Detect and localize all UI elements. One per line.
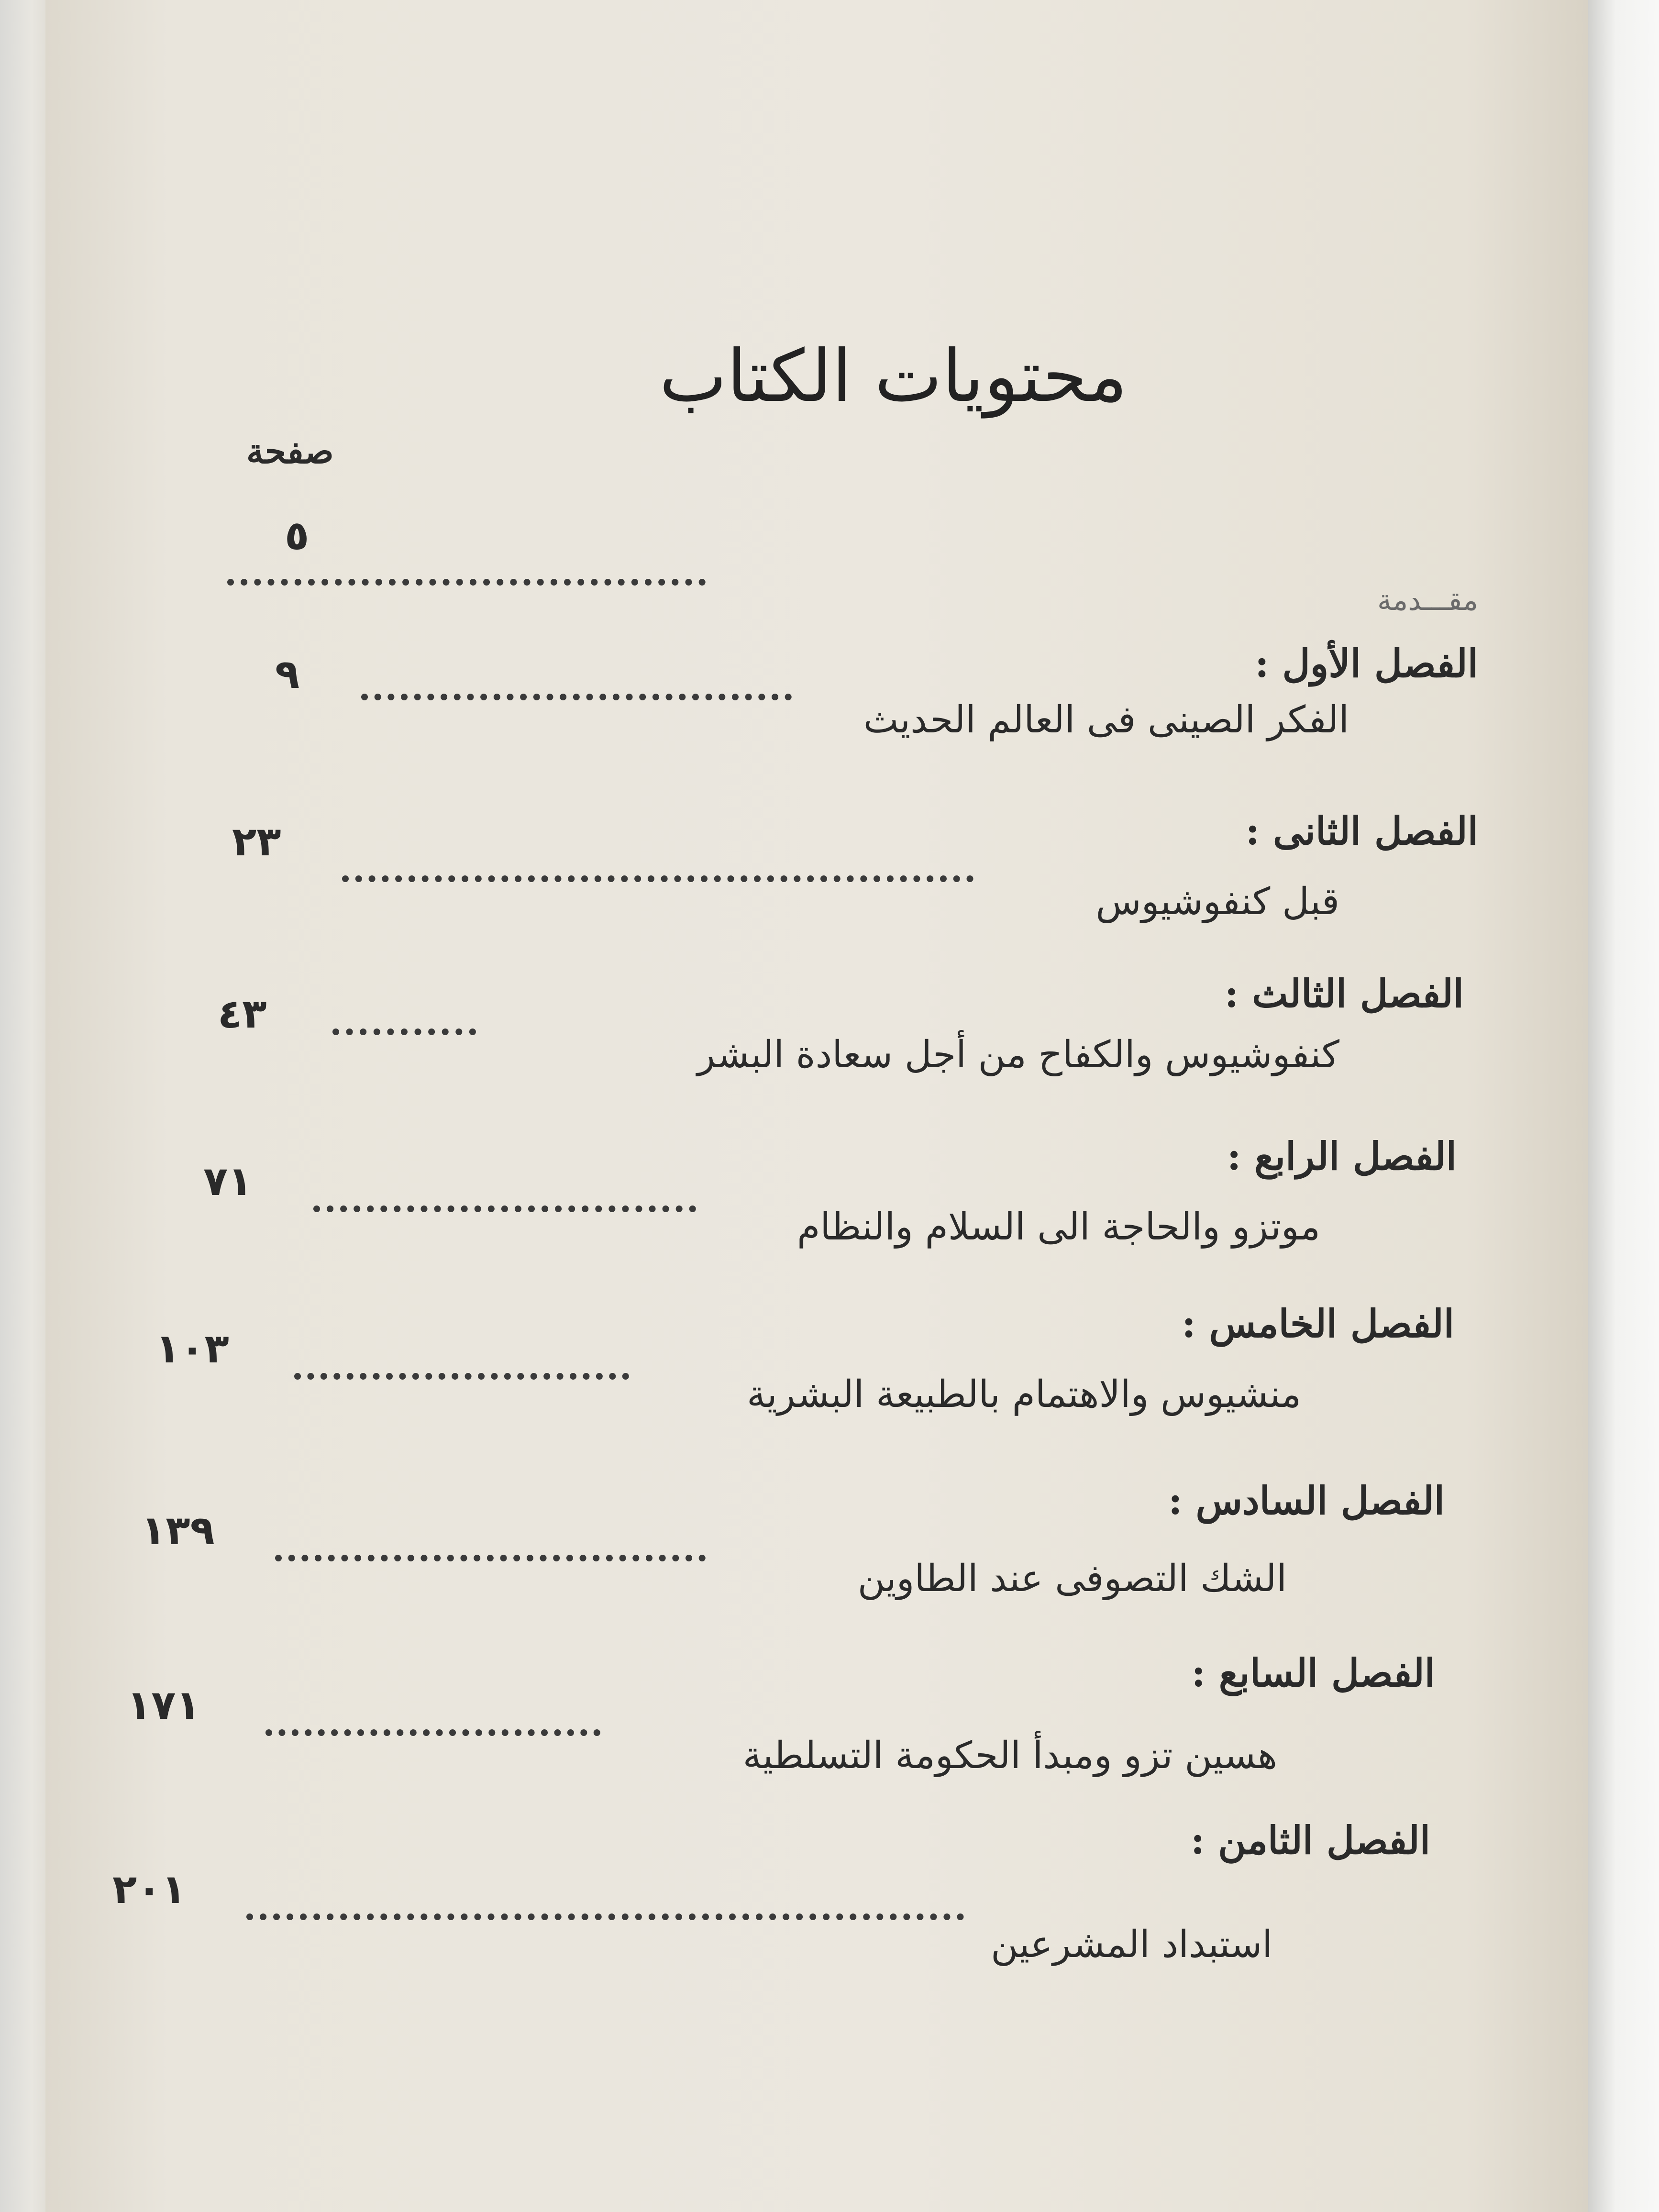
page-column-label: صفحة <box>246 431 334 471</box>
entry-title: مقـــدمة <box>1377 584 1478 617</box>
page-number: ٧١ <box>203 1158 253 1205</box>
dot-leader <box>313 1186 696 1212</box>
dot-leader <box>342 856 973 882</box>
page-title <box>45 335 1588 418</box>
toc-entry-chapter-1 <box>45 641 1588 785</box>
toc-entry-chapter-8 <box>45 1818 1588 1966</box>
toc-entry-chapter-2 <box>45 808 1588 952</box>
chapter-heading: الفصل السادس : <box>1168 1478 1445 1523</box>
dot-leader <box>275 1536 706 1561</box>
chapter-heading: الفصل الخامس : <box>1182 1301 1454 1346</box>
toc-entry-chapter-6 <box>45 1478 1588 1622</box>
toc-entry-chapter-3 <box>45 971 1588 1115</box>
entry-title: منشيوس والاهتمام بالطبيعة البشرية <box>747 1373 1301 1416</box>
entry-title: كنفوشيوس والكفاح من أجل سعادة البشر <box>697 1033 1339 1076</box>
page-number: ١٣٩ <box>141 1507 215 1554</box>
chapter-heading: الفصل الثانى : <box>1245 808 1478 853</box>
entry-title: استبداد المشرعين <box>991 1923 1272 1966</box>
entry-title: هسين تزو ومبدأ الحكومة التسلطية <box>742 1734 1277 1777</box>
chapter-heading: الفصل الثامن : <box>1190 1818 1430 1863</box>
book-page <box>45 0 1588 2212</box>
chapter-heading: الفصل الثالث : <box>1224 971 1464 1016</box>
chapter-heading: الفصل السابع : <box>1191 1650 1435 1695</box>
entry-title: الشك التصوفى عند الطاوين <box>857 1557 1287 1600</box>
dot-leader <box>361 675 792 700</box>
dot-leader <box>246 1894 964 1920</box>
page-number: ١٧١ <box>127 1681 200 1728</box>
entry-title: قبل كنفوشيوس <box>1095 880 1339 923</box>
page-number: ٤٣ <box>218 990 267 1037</box>
page-number: ٥ <box>285 512 310 559</box>
background-surface <box>1587 0 1659 2212</box>
chapter-heading: الفصل الرابع : <box>1227 1134 1457 1179</box>
adjacent-page-edge <box>0 0 53 2212</box>
dot-leader <box>227 560 706 586</box>
toc-entry-chapter-7 <box>45 1650 1588 1794</box>
chapter-heading: الفصل الأول : <box>1255 641 1478 686</box>
dot-leader <box>294 1354 629 1380</box>
toc-entry-chapter-5 <box>45 1301 1588 1445</box>
page-number: ٩ <box>275 651 300 697</box>
dot-leader <box>265 1710 600 1736</box>
dot-leader <box>332 1009 476 1035</box>
toc-entry-chapter-4 <box>45 1134 1588 1277</box>
page-number: ١٠٣ <box>155 1325 229 1372</box>
entry-title: الفكر الصينى فى العالم الحديث <box>863 698 1349 741</box>
page-number: ٢٠١ <box>112 1866 186 1913</box>
page-number: ٢٣ <box>232 818 281 865</box>
page-title-text: محتويات الكتاب <box>659 335 1128 418</box>
entry-title: موتزو والحاجة الى السلام والنظام <box>797 1206 1320 1249</box>
